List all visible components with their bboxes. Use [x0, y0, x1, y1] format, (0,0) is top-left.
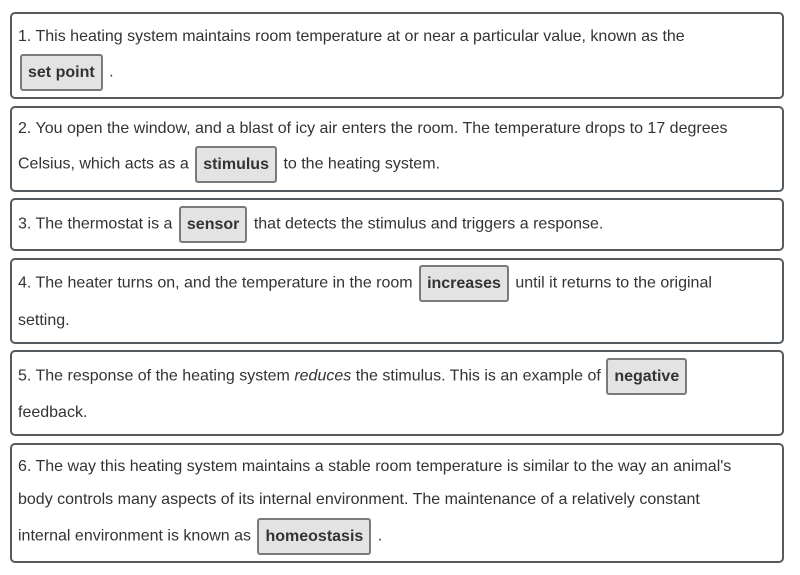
question-6-text-before: internal environment is known as [18, 527, 252, 545]
question-6-text-1: 6. The way this heating system maintains a stable room temperature is similar to the way an animal's [18, 458, 732, 475]
question-4-text-before: 4. The heater turns on, and the temperature in the room [18, 274, 413, 292]
question-3-line-1 [18, 206, 776, 243]
question-5-text-middle: the stimulus. This is an example of [355, 367, 601, 385]
question-2 [10, 106, 784, 192]
question-1-text: 1. This heating system maintains room temperature at or near a particular value, known as the [18, 28, 685, 45]
question-5-text-before: 5. The response of the heating system [18, 367, 290, 385]
question-6-text-2: body controls many aspects of its internal environment. The maintenance of a relatively constant [18, 491, 700, 508]
question-2-line-1 [18, 119, 776, 139]
answer-stimulus-button[interactable]: stimulus [195, 146, 277, 183]
question-5-line-1 [18, 358, 776, 395]
question-4-text-continued: setting. [18, 312, 70, 329]
question-2-text-after: to the heating system. [283, 155, 440, 173]
question-1-text-after: . [109, 63, 114, 81]
question-5 [10, 350, 784, 436]
question-5-line-2 [18, 403, 776, 423]
question-2-text: 2. You open the window, and a blast of icy air enters the room. The temperature drops to 17 degrees [18, 120, 728, 137]
answer-negative-button[interactable]: negative [606, 358, 687, 395]
answer-sensor-button[interactable]: sensor [179, 206, 247, 243]
question-6-line-3 [18, 518, 776, 555]
question-4 [10, 258, 784, 344]
question-6 [10, 443, 784, 563]
question-1-line-1 [18, 27, 776, 47]
question-4-line-1 [18, 265, 776, 302]
answer-set-point-button[interactable]: set point [20, 54, 103, 91]
question-3-text-before: 3. The thermostat is a [18, 215, 173, 233]
answer-homeostasis-button[interactable]: homeostasis [257, 518, 371, 555]
question-3-text-after: that detects the stimulus and triggers a response. [253, 215, 604, 233]
question-6-line-2 [18, 490, 776, 510]
question-2-text-before: Celsius, which acts as a [18, 155, 189, 173]
question-3 [10, 198, 784, 251]
question-1 [10, 12, 784, 99]
question-6-text-after: . [377, 527, 383, 545]
question-2-line-2 [18, 146, 776, 183]
answer-increases-button[interactable]: increases [419, 265, 509, 302]
question-4-line-2 [18, 311, 776, 331]
question-1-line-2 [18, 54, 776, 91]
question-5-text-continued: feedback. [18, 404, 88, 421]
question-5-emphasis: reduces [294, 367, 352, 385]
question-4-text-after: until it returns to the original [515, 274, 712, 292]
question-6-line-1 [18, 457, 776, 477]
